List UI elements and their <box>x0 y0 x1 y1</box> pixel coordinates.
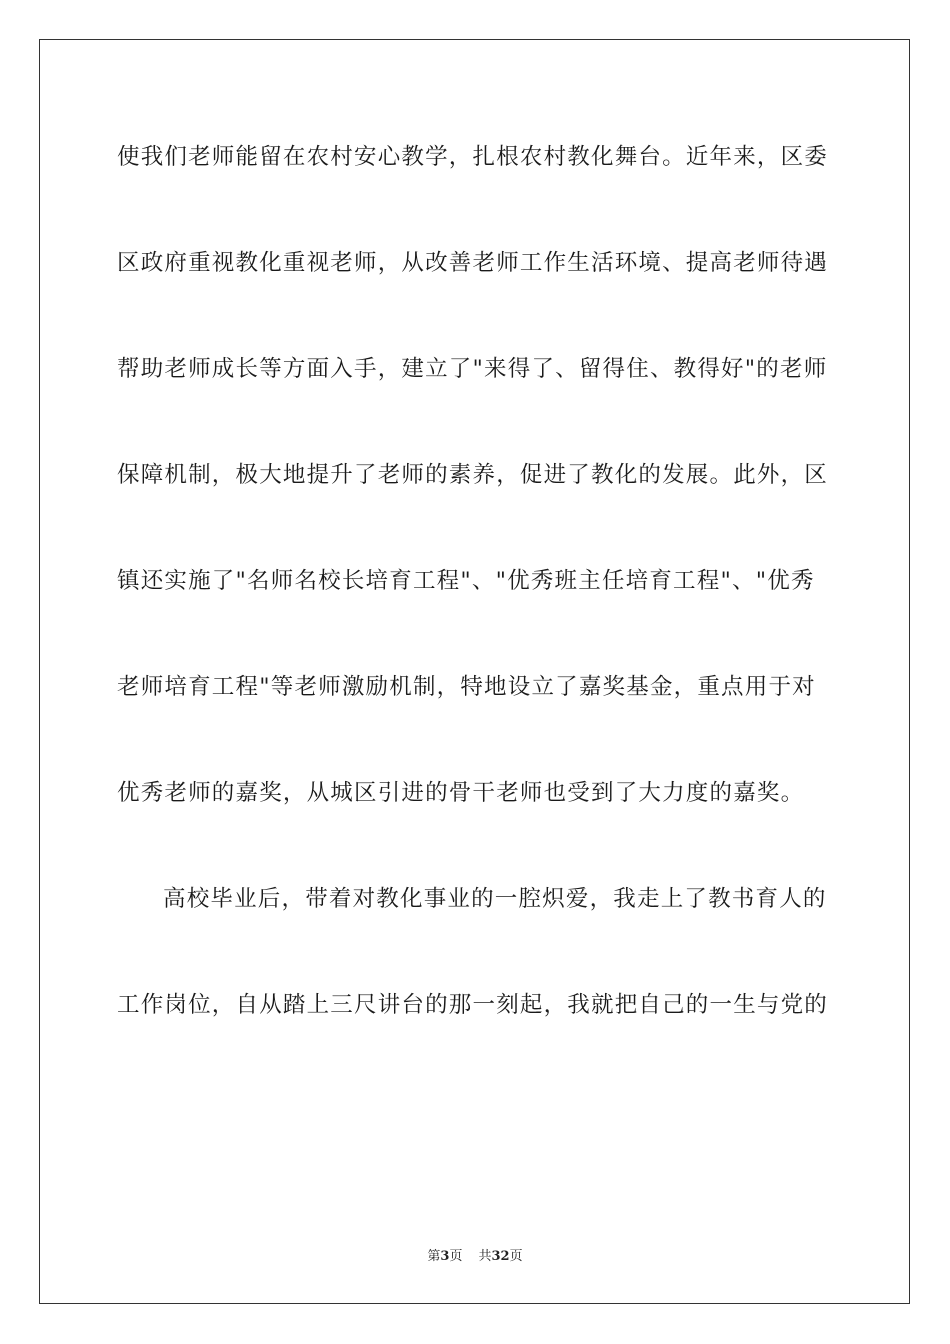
paragraph-line: 老师培育工程"等老师激励机制，特地设立了嘉奖基金，重点用于对 <box>117 674 816 700</box>
paragraph-line: 镇还实施了"名师名校长培育工程"、"优秀班主任培育工程"、"优秀 <box>117 568 815 594</box>
paragraph-line: 优秀老师的嘉奖，从城区引进的骨干老师也受到了大力度的嘉奖。 <box>117 780 805 806</box>
page-total: 32 <box>491 1249 510 1264</box>
paragraph-line: 帮助老师成长等方面入手，建立了"来得了、留得住、教得好"的老师 <box>117 356 828 382</box>
page-footer <box>0 1247 950 1267</box>
paragraph-line: 工作岗位，自从踏上三尺讲台的那一刻起，我就把自己的一生与党的 <box>117 992 829 1018</box>
paragraph-line: 区政府重视教化重视老师，从改善老师工作生活环境、提高老师待遇 <box>117 250 829 276</box>
document-body <box>117 127 833 1081</box>
page-number: 3 <box>440 1249 450 1264</box>
paragraph-line: 保障机制，极大地提升了老师的素养，促进了教化的发展。此外，区 <box>117 462 829 488</box>
total-suffix: 页 <box>509 1249 523 1264</box>
page-prefix: 第 <box>427 1249 441 1264</box>
paragraph-line: 使我们老师能留在农村安心教学，扎根农村教化舞台。近年来，区委 <box>117 144 829 170</box>
paragraph-line: 高校毕业后，带着对教化事业的一腔炽爱，我走上了教书育人的 <box>163 886 827 912</box>
total-prefix: 共 <box>478 1249 492 1264</box>
page-suffix: 页 <box>449 1249 463 1264</box>
